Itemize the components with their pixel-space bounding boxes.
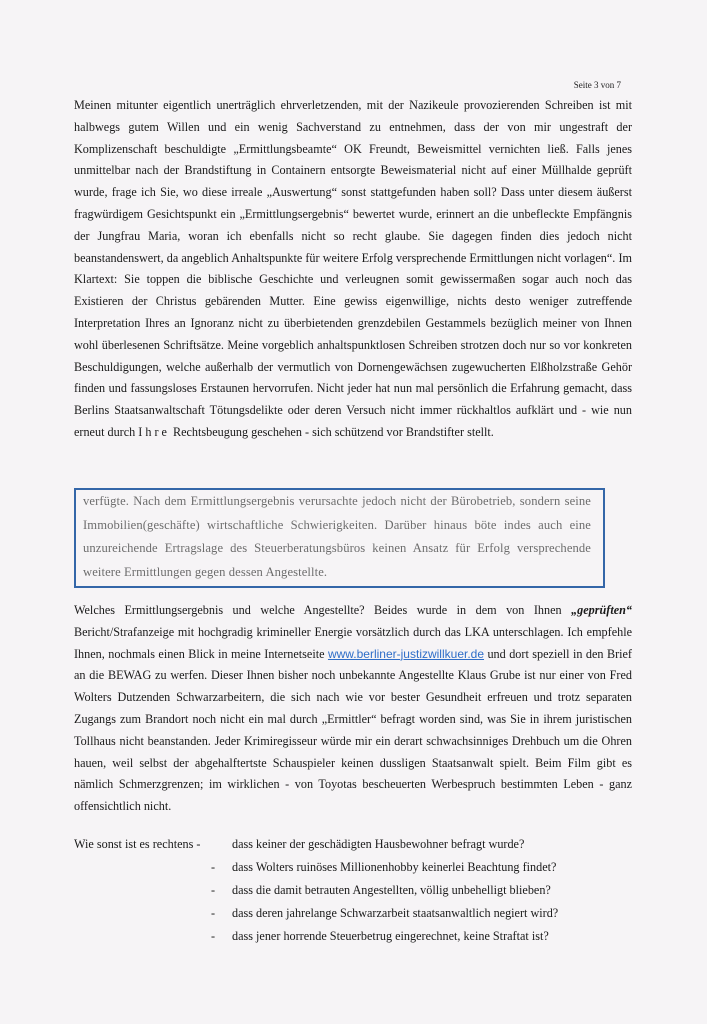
list-item [74,879,634,902]
paragraph-1-spaced-word: Ihre [138,424,170,439]
quoted-excerpt-text: verfügte. Nach dem Ermittlungsergebnis verursachte jedoch nicht der Bürobetrieb, sondern seine Immobilien(geschäfte) wirtschaftliche Schwierigkeiten. Darüber hinaus böte indes auch eine unzureichende Ertragslage des Steuerberatungsbüros keinen Ansatz für Erfolg versprechende weitere Ermittlungen gegen dessen Angestellte. [83,494,591,579]
question-list [74,833,634,948]
list-dash: - [211,883,216,897]
paragraph-2 [74,600,632,818]
list-item-text: dass jener horrende Steuerbetrug eingerechnet, keine Straftat ist? [232,929,549,943]
paragraph-1-text-b: Rechtsbeugung geschehen - sich schützend vor Brandstifter stellt. [169,424,494,439]
paragraph-1 [74,95,632,444]
quoted-excerpt-box [74,488,605,588]
list-lead-text: Wie sonst ist es rechtens - [74,837,201,851]
list-item [74,856,634,879]
list-dash: - [211,929,216,943]
list-dash: - [211,860,216,874]
paragraph-2-text-b: Bericht/Strafanzeige mit hochgradig krimineller Energie vorsätzlich durch das LKA unterschlagen. Ich empfehle Ihnen, nochmals einen Blick in meine Internetseite [74,624,632,661]
paragraph-1-text-a: Meinen mitunter eigentlich unerträglich ehrverletzenden, mit der Nazikeule provozierenden Schreiben ist mit halbwegs gutem Willen und ein wenig Sachverstand zu entnehmen, dass der von mir ungestraft der Komplizenschaft beschuldigte „Ermittlungsbeamte“ OK Freundt, Beweismittel vernichten ließ. Falls jenes unmittelbar nach der Brandstiftung in Containern entsorgte Beweismaterial nicht auf einer Müllhalde geprüft wurde, frage ich Sie, wo diese irreale „Auswertung“ sonst stattgefunden haben soll? Dass unter diesem äußerst fragwürdigem Gesichtspunkt ein „Ermittlungsergebnis“ bewertet wurde, erinnert an die unbefleckte Empfängnis der Jungfrau Maria, woran ich ebenfalls nicht so recht glaube. Sie dagegen finden dies jedoch nicht beanstandenswert, da angeblich Anhaltspunkte für weitere Erfolg versprechende Ermittlungen nicht vorlagen“. Im Klartext: Sie toppen die biblische Geschichte und verleugnen somit gewissermaßen sogar auch noch das Existieren der Christus gebärenden Mutter. Eine gewiss eigenwillige, nichts desto weniger zutreffende Interpretation Ihres an Ignoranz nicht zu überbietenden grenzdebilen Gestammels bezüglich meiner von Ihnen wohl überlesenen Schriftsätze. Meine vorgeblich anhaltspunktlosen Schreiben strotzen doch nur so vor konkreten Beschuldigungen, welche außerhalb der vermutlich von Dornengewächsen zugewucherten Elßholzstraße Gehör finden und fassungsloses Erstaunen hervorrufen. Nicht jeder hat nun mal persönlich die Erfahrung gemacht, dass Berlins Staatsanwaltschaft Tötungsdelikte oder deren Versuch nicht immer rückhaltlos aufklärt und - wie nun erneut durch [74,98,632,439]
paragraph-2-text-c: und dort speziell in den Brief an die BEWAG zu werfen. Dieser Ihnen bisher noch unbekannte Angestellte Klaus Grube ist nur einer von Fred Wolters Dutzenden Schwarzarbeitern, die sich nach wie vor bester Gesundheit erfreuen und trotz separaten Zugangs zum Brandort noch nicht ein mal durch „Ermittler“ befragt worden sind, was Sie in ihrem juristischen Tollhaus nicht beanstanden. Jeder Krimiregisseur würde mir ein derart schwachsinniges Drehbuch um die Ohren hauen, weil selbst der abgehalftertste Schauspieler keinen dussligen Staatsanwalt spielt. Beim Film gibt es nämlich Schmerzgrenzen; im wirklichen - von Toyotas bescheuerten Werbespruch bestimmten Leben - ganz offensichtlich nicht. [74,646,632,814]
list-item-text: dass deren jahrelange Schwarzarbeit staatsanwaltlich negiert wird? [232,906,559,920]
page-number: Seite 3 von 7 [573,80,621,90]
list-dash: - [211,906,216,920]
list-item [74,833,634,856]
list-item-text: dass keiner der geschädigten Hausbewohner befragt wurde? [232,837,525,851]
list-item [74,902,634,925]
list-item [74,925,634,948]
list-item-text: dass die damit betrauten Angestellten, völlig unbehelligt blieben? [232,883,551,897]
list-item-text: dass Wolters ruinöses Millionenhobby keinerlei Beachtung findet? [232,860,557,874]
paragraph-2-emphasis: „geprüften“ [571,603,632,617]
website-link[interactable]: www.berliner-justizwillkuer.de [327,646,485,661]
paragraph-2-text-a: Welches Ermittlungsergebnis und welche Angestellte? Beides wurde in dem von Ihnen [74,603,572,617]
